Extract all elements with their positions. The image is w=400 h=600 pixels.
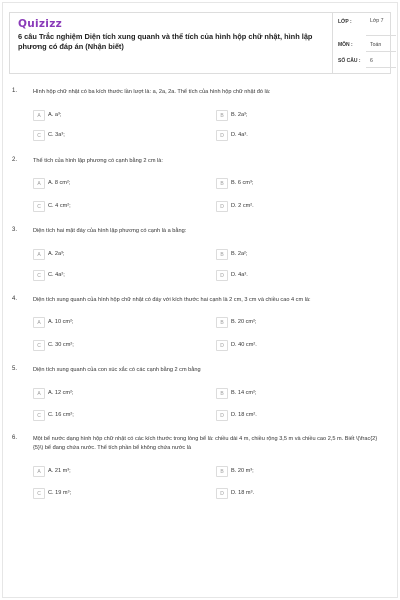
option-letter: D (216, 201, 228, 212)
option-letter: A (33, 317, 45, 328)
option-text: C. 3a³; (48, 132, 65, 138)
option-d[interactable] (216, 201, 366, 213)
option-b[interactable] (216, 317, 366, 329)
option-text: B. 2a²; (231, 251, 248, 257)
option-letter: C (33, 201, 45, 212)
option-b[interactable] (216, 388, 366, 400)
option-text: D. 2 cm². (231, 203, 254, 209)
subject-underline (366, 51, 396, 52)
question-text: Một bể nước dạng hình hộp chữ nhật có các kích thước trong lòng bể là: chiều dài 4 m, chiều rộng 3,5 m và chiều cao 2,5 m. Biết \(\frac{2}{5}\) bể đang chứa nước. Thể tích phần bể không chứa nước là (33, 436, 378, 451)
option-b[interactable] (216, 466, 366, 478)
question-text: Thể tích của hình lập phương có cạnh bằng 2 cm là: (33, 158, 163, 164)
question-number: 1. (12, 88, 18, 94)
question-text: Hình hộp chữ nhật có ba kích thước lần lượt là: a, 2a, 2a. Thể tích của hình hộp chữ nhật đó là: (33, 89, 271, 95)
option-text: B. 2a³; (231, 112, 248, 118)
option-d[interactable] (216, 410, 366, 422)
option-b[interactable] (216, 110, 366, 122)
option-c[interactable] (33, 340, 183, 352)
option-letter: B (216, 249, 228, 260)
option-letter: A (33, 249, 45, 260)
option-a[interactable] (33, 110, 183, 122)
option-text: D. 4a³. (231, 132, 248, 138)
option-letter: A (33, 110, 45, 121)
option-letter: C (33, 340, 45, 351)
option-text: A. 2a³; (48, 251, 65, 257)
option-text: B. 6 cm³; (231, 180, 254, 186)
option-text: A. 10 cm²; (48, 319, 74, 325)
class-label: LỚP : (338, 19, 352, 25)
option-text: D. 18 cm². (231, 412, 257, 418)
option-letter: B (216, 317, 228, 328)
option-text: C. 16 cm²; (48, 412, 74, 418)
question-number: 4. (12, 296, 18, 302)
option-d[interactable] (216, 270, 366, 282)
question-number: 2. (12, 157, 18, 163)
question-text: Diện tích xung quanh của con xúc xắc có các cạnh bằng 2 cm bằng (33, 367, 201, 373)
question-number: 6. (12, 435, 18, 441)
option-letter: D (216, 270, 228, 281)
worksheet-title: 6 câu Trắc nghiệm Diện tích xung quanh và thể tích của hình hộp chữ nhật, hình lập phương có đáp án (Nhận biết) (18, 32, 313, 51)
header-divider (332, 13, 333, 73)
option-a[interactable] (33, 466, 183, 478)
option-d[interactable] (216, 340, 366, 352)
option-c[interactable] (33, 201, 183, 213)
question-number: 5. (12, 366, 18, 372)
option-text: B. 20 m³; (231, 468, 254, 474)
option-letter: C (33, 130, 45, 141)
question-count-value: 6 (370, 58, 373, 64)
option-letter: C (33, 488, 45, 499)
option-letter: B (216, 110, 228, 121)
subject-value: Toán (370, 42, 382, 48)
option-letter: A (33, 388, 45, 399)
worksheet-header (9, 12, 391, 74)
count-underline (366, 67, 396, 68)
option-letter: B (216, 178, 228, 189)
option-text: C. 4 cm²; (48, 203, 71, 209)
option-text: A. a³; (48, 112, 62, 118)
option-letter: B (216, 388, 228, 399)
option-b[interactable] (216, 249, 366, 261)
option-b[interactable] (216, 178, 366, 190)
option-c[interactable] (33, 130, 183, 142)
option-letter: C (33, 410, 45, 421)
option-a[interactable] (33, 317, 183, 329)
option-d[interactable] (216, 488, 366, 500)
option-text: D. 40 cm². (231, 342, 257, 348)
option-c[interactable] (33, 270, 183, 282)
question-text: Diện tích xung quanh của hình hộp chữ nhật có đáy với kích thước hai cạnh là 2 cm, 3 cm và chiều cao 4 cm là: (33, 297, 311, 303)
option-a[interactable] (33, 249, 183, 261)
subject-label: MÔN : (338, 42, 353, 48)
option-text: A. 12 cm²; (48, 390, 74, 396)
class-underline (366, 35, 396, 36)
option-letter: D (216, 340, 228, 351)
option-letter: B (216, 466, 228, 477)
option-letter: D (216, 130, 228, 141)
option-c[interactable] (33, 488, 183, 500)
class-value: Lớp 7 (370, 18, 384, 24)
option-a[interactable] (33, 388, 183, 400)
option-text: A. 8 cm²; (48, 180, 71, 186)
option-text: D. 18 m³. (231, 490, 255, 496)
option-letter: D (216, 488, 228, 499)
option-text: D. 4a³. (231, 272, 248, 278)
question-number: 3. (12, 227, 18, 233)
option-text: C. 19 m³; (48, 490, 72, 496)
option-letter: A (33, 178, 45, 189)
option-text: C. 30 cm²; (48, 342, 74, 348)
option-text: A. 21 m³; (48, 468, 71, 474)
option-letter: C (33, 270, 45, 281)
option-c[interactable] (33, 410, 183, 422)
quizizz-logo: Quizizz (18, 18, 63, 30)
option-d[interactable] (216, 130, 366, 142)
option-text: B. 20 cm²; (231, 319, 257, 325)
option-letter: A (33, 466, 45, 477)
question-count-label: SỐ CÂU : (338, 58, 361, 64)
option-text: C. 4a²; (48, 272, 65, 278)
question-text: Diện tích hai mặt đáy của hình lập phương có cạnh là a bằng: (33, 228, 187, 234)
option-text: B. 14 cm²; (231, 390, 257, 396)
option-letter: D (216, 410, 228, 421)
option-a[interactable] (33, 178, 183, 190)
